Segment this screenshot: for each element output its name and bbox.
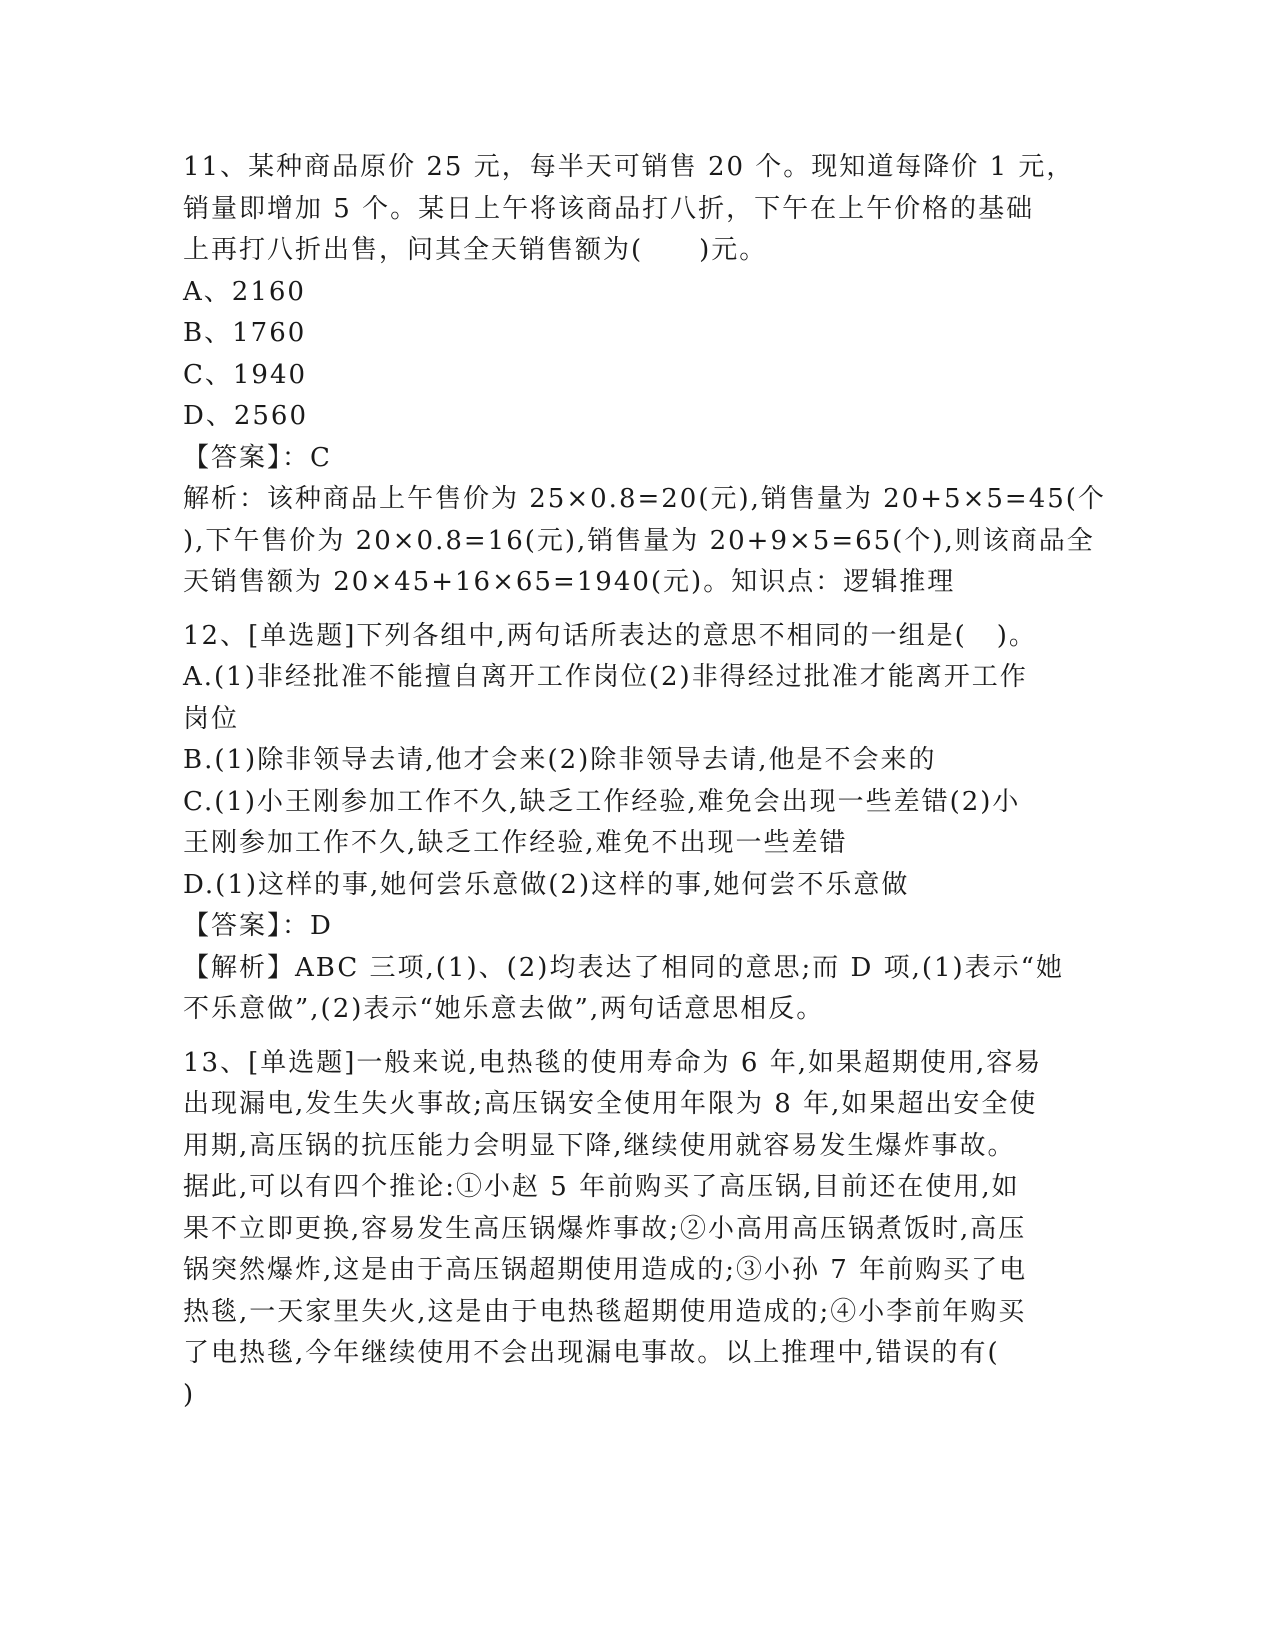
question-11 xyxy=(183,147,1106,604)
question-stem-line: 销量即增加 5 个。某日上午将该商品打八折，下午在上午价格的基础 xyxy=(183,193,1035,224)
option-a: 岗位 xyxy=(183,703,240,734)
option-a: A.(1)非经批准不能擅自离开工作岗位(2)非得经过批准才能离开工作 xyxy=(183,662,1028,692)
option-c: C.(1)小王刚参加工作不久,缺乏工作经验,难免会出现一些差错(2)小 xyxy=(183,786,1021,817)
question-stem-line: 热毯,一天家里失火,这是由于电热毯超期使用造成的;④小李前年购买 xyxy=(183,1296,1027,1327)
question-12 xyxy=(183,616,1083,1031)
question-stem-line: ) xyxy=(183,1379,196,1410)
question-stem-line: 出现漏电,发生失火事故;高压锅安全使用年限为 8 年,如果超出安全使 xyxy=(183,1089,1038,1119)
explanation-line: 不乐意做”,(2)表示“她乐意去做”,两句话意思相反。 xyxy=(183,994,825,1024)
explanation-line: 【解析】ABC 三项,(1)、(2)均表达了相同的意思;而 D 项,(1)表示“她 xyxy=(183,952,1064,983)
option-d: D.(1)这样的事,她何尝乐意做(2)这样的事,她何尝不乐意做 xyxy=(183,869,910,900)
question-stem-line: 用期,高压锅的抗压能力会明显下降,继续使用就容易发生爆炸事故。 xyxy=(183,1130,1016,1161)
question-stem-line: 12、[单选题]下列各组中,两句话所表达的意思不相同的一组是( )。 xyxy=(183,620,1037,651)
option-b: B.(1)除非领导去请,他才会来(2)除非领导去请,他是不会来的 xyxy=(183,745,937,775)
question-13 xyxy=(183,1043,1083,1417)
question-stem-line: 了电热毯,今年继续使用不会出现漏电事故。以上推理中,错误的有( xyxy=(183,1338,1000,1368)
option-c: C、1940 xyxy=(183,359,308,390)
explanation-line: ),下午售价为 20×0.8=16(元),销售量为 20+9×5=65(个),则该商品全 xyxy=(183,525,1095,556)
explanation-line: 解析：该种商品上午售价为 25×0.8=20(元),销售量为 20+5×5=45(个 xyxy=(183,484,1106,514)
question-stem-line: 上再打八折出售，问其全天销售额为( )元。 xyxy=(183,235,768,265)
question-stem-line: 果不立即更换,容易发生高压锅爆炸事故;②小高用高压锅煮饭时,高压 xyxy=(183,1213,1027,1244)
explanation-line: 天销售额为 20×45+16×65=1940(元)。知识点：逻辑推理 xyxy=(183,567,956,597)
option-d: D、2560 xyxy=(183,401,309,431)
answer: 【答案】：D xyxy=(183,911,333,941)
question-stem-line: 据此,可以有四个推论:①小赵 5 年前购买了高压锅,目前还在使用,如 xyxy=(183,1172,1020,1202)
option-b: B、1760 xyxy=(183,318,307,348)
question-stem-line: 11、某种商品原价 25 元，每半天可销售 20 个。现知道每降价 1 元， xyxy=(183,152,1075,182)
question-stem-line: 13、[单选题]一般来说,电热毯的使用寿命为 6 年,如果超期使用,容易 xyxy=(183,1047,1043,1078)
option-c: 王刚参加工作不久,缺乏工作经验,难免不出现一些差错 xyxy=(183,828,848,858)
answer: 【答案】：C xyxy=(183,442,332,473)
question-stem-line: 锅突然爆炸,这是由于高压锅超期使用造成的;③小孙 7 年前购买了电 xyxy=(183,1255,1028,1285)
document-page xyxy=(183,147,1106,1428)
option-a: A、2160 xyxy=(183,276,306,307)
